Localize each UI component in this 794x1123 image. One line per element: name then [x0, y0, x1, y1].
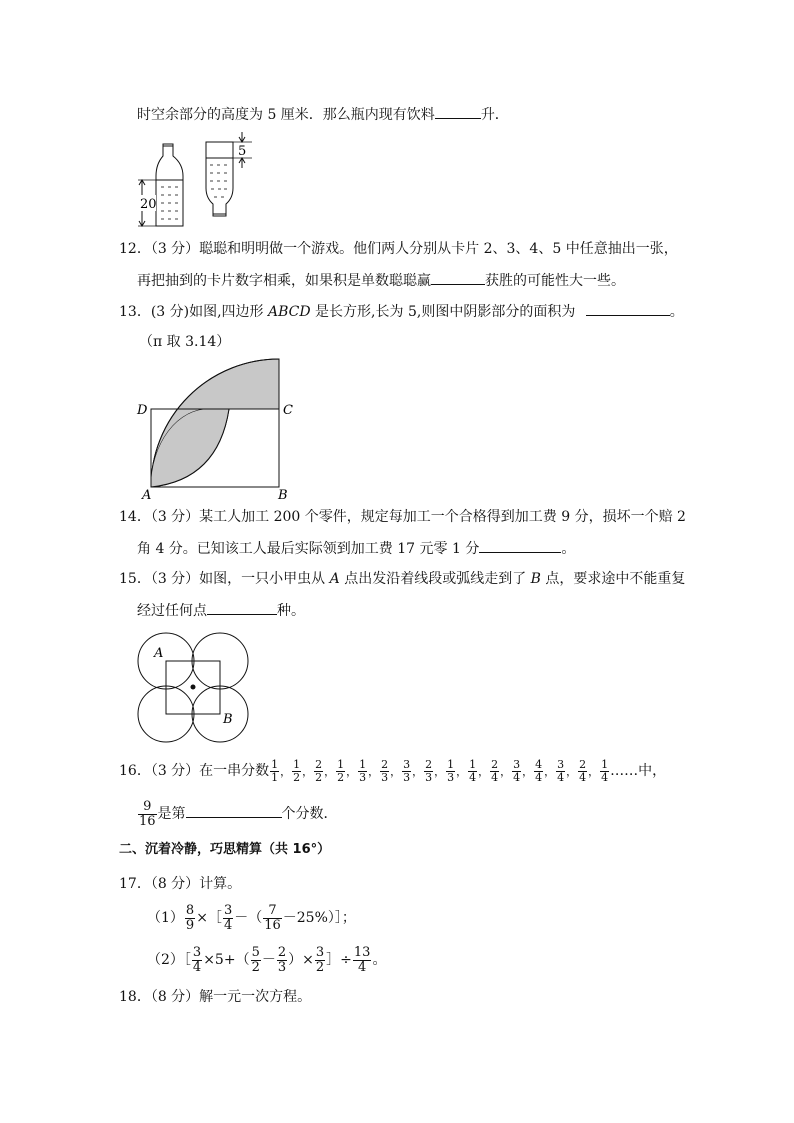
fraction: $\frac{3}{4}$	[223, 902, 233, 933]
q15-point-b: B	[530, 571, 541, 587]
separator: ，	[456, 765, 468, 778]
q13-abcd: ABCD	[268, 304, 311, 320]
q15-line2: 经过任何点	[137, 603, 207, 619]
sequence-fraction: $\frac{2}{2}$	[315, 757, 323, 784]
answer-blank[interactable]	[586, 301, 670, 316]
sequence-fraction: $\frac{1}{1}$	[271, 757, 279, 784]
operator: ×5+（	[203, 952, 250, 968]
separator: ，	[478, 765, 490, 778]
q12-line2b: 获胜的可能性大一些。	[485, 273, 625, 289]
q12-line2a: 再把抽到的卡片数字相乘，如果积是单数聪聪赢	[137, 273, 431, 289]
dim-5-label: 5	[238, 144, 247, 159]
q15-mid: 点出发沿着线段或弧线走到了	[339, 571, 531, 587]
operator: 。	[372, 952, 387, 968]
operator: ）×	[288, 952, 314, 968]
q14-tail: 。	[561, 541, 576, 557]
separator: ，	[324, 765, 336, 778]
q13-mid: 是长方形,长为 5,则图中阴影部分的面积为	[310, 304, 580, 320]
fraction: $\frac{13}{4}$	[353, 944, 371, 975]
answer-blank[interactable]	[431, 270, 485, 285]
q18-head: 18．（8 分）解一元一次方程。	[119, 989, 312, 1005]
q15-tail: 种。	[277, 603, 305, 619]
separator: ，	[346, 765, 358, 778]
sequence-fraction: $\frac{1}{2}$	[337, 757, 345, 784]
q15-point-a: A	[329, 571, 340, 587]
q15-post: 点，要求途中不能重复	[540, 571, 686, 587]
q17-p1-label: （1）	[147, 910, 184, 926]
q11-text: 时空余部分的高度为 5 厘米．那么瓶内现有饮料	[137, 107, 435, 123]
q12-line2	[137, 270, 625, 291]
label-B: B	[278, 488, 288, 502]
sequence-fraction: $\frac{4}{4}$	[535, 757, 543, 784]
sequence-fraction: $\frac{2}{3}$	[425, 757, 433, 784]
answer-blank[interactable]	[186, 803, 282, 818]
label-A: A	[154, 646, 164, 661]
operator: －25%）］；	[282, 910, 356, 926]
q13-tail: 。	[669, 304, 684, 320]
sequence-fraction: $\frac{3}{4}$	[557, 757, 565, 784]
answer-blank[interactable]	[207, 600, 277, 615]
separator: ，	[390, 765, 402, 778]
q17-p2-label: （2）［	[147, 952, 191, 968]
answer-blank[interactable]	[435, 104, 481, 119]
dim-20-label: 20	[140, 197, 157, 212]
q17-head: 17．（8 分）计算。	[119, 876, 242, 892]
q16-pre: 16．（3 分）在一串分数	[119, 763, 270, 779]
fraction: $\frac{2}{3}$	[277, 944, 287, 975]
operator: ］÷	[326, 952, 352, 968]
q15-pre: 15．（3 分）如图，一只小甲虫从	[119, 571, 330, 587]
q16-line2a: 是第	[157, 806, 186, 822]
q15-figure	[134, 630, 254, 746]
separator: ，	[302, 765, 314, 778]
separator: ，	[566, 765, 578, 778]
fraction-sequence	[269, 757, 610, 784]
fraction: $\frac{3}{2}$	[315, 944, 325, 975]
q15-line2	[137, 600, 305, 621]
q11-text-line	[137, 104, 509, 125]
q13-note: （π 取 3.14）	[139, 334, 231, 350]
q11-tail: 升．	[480, 107, 509, 123]
sequence-fraction: $\frac{2}{3}$	[381, 757, 389, 784]
separator: ，	[544, 765, 556, 778]
fraction: $\frac{8}{9}$	[185, 902, 195, 933]
q16-post: ……中，	[610, 763, 667, 779]
bottle-inverted	[206, 142, 233, 216]
q14-line1: 14．（3 分）某工人加工 200 个零件，规定每加工一个合格得到加工费 9 分，损坏一个赔 2	[119, 509, 686, 525]
sequence-fraction: $\frac{2}{4}$	[491, 757, 499, 784]
separator: ，	[522, 765, 534, 778]
q17-part1	[147, 900, 356, 936]
sequence-fraction: $\frac{1}{2}$	[293, 757, 301, 784]
q15-line1	[119, 569, 685, 589]
sequence-fraction: $\frac{3}{4}$	[513, 757, 521, 784]
separator: ，	[434, 765, 446, 778]
operator: －（	[234, 910, 263, 926]
bottle-upright	[156, 144, 183, 226]
label-B: B	[223, 712, 233, 727]
q16-line2b: 个分数．	[281, 806, 338, 822]
fraction: $\frac{7}{16}$	[264, 902, 281, 933]
fraction: $\frac{5}{2}$	[251, 944, 260, 975]
label-D: D	[137, 403, 148, 418]
sequence-fraction: $\frac{1}{3}$	[447, 757, 455, 784]
q13-line1	[119, 301, 684, 322]
sequence-fraction: $\frac{1}{4}$	[469, 757, 477, 784]
q13-figure	[130, 352, 310, 502]
bottle-figure	[136, 132, 258, 228]
fraction: $\frac{3}{4}$	[192, 944, 202, 975]
section-2-heading: 二、沉着冷静，巧思精算（共 16°）	[119, 842, 331, 857]
answer-blank[interactable]	[479, 538, 561, 553]
q14-line2	[137, 538, 575, 559]
q16-line1	[119, 755, 666, 788]
operator: －	[261, 952, 276, 968]
label-C: C	[283, 403, 293, 418]
separator: ，	[412, 765, 424, 778]
sequence-fraction: $\frac{3}{3}$	[403, 757, 411, 784]
q16-line2	[137, 796, 338, 832]
sequence-fraction: $\frac{2}{4}$	[579, 757, 587, 784]
q13-pre: 13．(3 分)如图,四边形	[119, 304, 268, 320]
sequence-fraction: $\frac{1}{3}$	[359, 757, 367, 784]
target-fraction: $\frac{9}{16}$	[139, 798, 156, 829]
q14-line2: 角 4 分。已知该工人最后实际领到加工费 17 元零 1 分	[137, 541, 480, 557]
separator: ，	[368, 765, 380, 778]
q17-part2	[147, 942, 386, 978]
q12-line1: 12．（3 分）聪聪和明明做一个游戏。他们两人分别从卡片 2、3、4、5 中任意抽出一张，	[119, 241, 678, 257]
label-A: A	[142, 488, 152, 502]
separator: ，	[500, 765, 512, 778]
sequence-fraction: $\frac{1}{4}$	[601, 757, 609, 784]
separator: ，	[280, 765, 292, 778]
operator: ×［	[196, 910, 222, 926]
separator: ，	[588, 765, 600, 778]
